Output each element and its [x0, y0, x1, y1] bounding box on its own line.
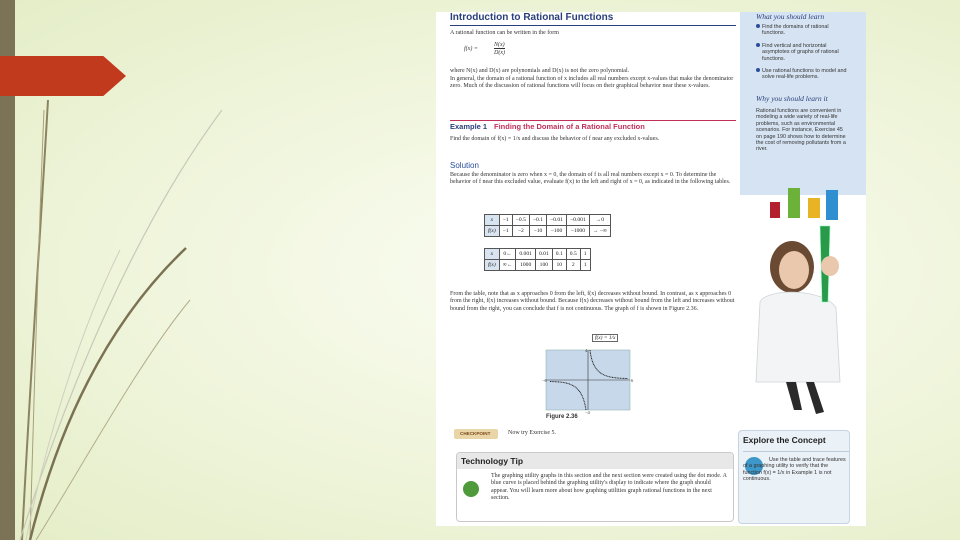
table-header-x: x	[485, 249, 500, 260]
definition-paragraph: where N(x) and D(x) are polynomials and D(x) is not the zero polynomial.	[450, 68, 630, 74]
explore-rule	[743, 451, 849, 452]
table-cell: −2	[512, 226, 529, 237]
table-cell: −1	[499, 215, 512, 226]
example-text: Find the domain of f(x) = 1/x and discuss the behavior of f near any excluded x-values.	[450, 136, 660, 142]
explore-text: Use the table and trace features of a graphing utility to verify that the function f(x) = 1/x in Example 1 is not continuous.	[743, 457, 846, 483]
technology-tip-box	[456, 452, 734, 522]
table-cell: ∞←	[499, 260, 516, 271]
table-cell: 1000	[516, 260, 536, 271]
face-shape	[779, 251, 809, 289]
table-header-fx: f(x)	[485, 260, 500, 271]
graph-xmin-label: −6	[542, 378, 547, 383]
page-title: Introduction to Rational Functions	[450, 12, 614, 23]
technology-tip-header	[457, 453, 733, 469]
solution-label: Solution	[450, 161, 479, 170]
learn-item: Use rational functions to model and solve real-life problems.	[762, 68, 847, 81]
technology-tip-text: The graphing utility graphs in this section and the next section were created using the dot mode. A blue curve is placed behind the graphing utility's display to indicate where the graph should appear. You will learn more about how graphing utilities graph rational functions in the next section.	[491, 473, 727, 502]
table-cell: →0	[589, 215, 610, 226]
formula-numerator: N(x)	[494, 42, 505, 48]
table-header-fx: f(x)	[485, 226, 500, 237]
table-cell: 0.1	[552, 249, 566, 260]
table-cell: → −∞	[589, 226, 610, 237]
figure-caption: Figure 2.36	[546, 414, 578, 420]
decorative-stems	[0, 0, 260, 540]
leg-shape	[786, 382, 802, 410]
table-cell: 0←	[499, 249, 516, 260]
table-cell: −0.5	[512, 215, 529, 226]
graph-xmax-label: 6	[631, 378, 634, 383]
graph-ymin-label: −4	[585, 410, 590, 414]
textbook-page	[436, 12, 866, 526]
why-title: Why you should learn it	[756, 94, 828, 103]
formula-denominator: D(x)	[494, 50, 505, 56]
table-cell: −10	[529, 226, 546, 237]
table-cell: 10	[552, 260, 566, 271]
table-cell: 100	[535, 260, 552, 271]
formula-lhs: f(x) =	[464, 46, 478, 52]
table-cell: −0.01	[547, 215, 567, 226]
table-cell: −1	[499, 226, 512, 237]
table-cell: −1000	[566, 226, 589, 237]
beaker-icon	[770, 188, 838, 220]
intro-text: A rational function can be written in the form	[450, 30, 559, 36]
table-cell: 1	[580, 249, 590, 260]
why-text: Rational functions are convenient in modeling a wide variety of real-life problems, such as environmental scenarios. For instance, Exercise 45 on page 190 shows how to determine the cost of removing pollutants from a river.	[756, 108, 846, 153]
lab-coat-shape	[756, 292, 840, 382]
calculator-icon	[463, 481, 479, 497]
table-cell: −100	[547, 226, 567, 237]
table-cell: 0.001	[516, 249, 536, 260]
table-cell: 2	[566, 260, 580, 271]
table-cell: 1	[580, 260, 590, 271]
example-title: Finding the Domain of a Rational Function	[494, 122, 645, 131]
technology-tip-title: Technology Tip	[461, 456, 524, 466]
solution-text: Because the denominator is zero when x = 0, the domain of f is all real numbers except x = 0. To determine the behavior of f near this excluded value, evaluate f(x) to the left and right of x = 0, as indicated in the following tables.	[450, 172, 731, 186]
explore-concept-box	[738, 430, 850, 524]
explore-title: Explore the Concept	[743, 435, 826, 445]
scientist-illustration	[436, 12, 866, 432]
conclusion-text: From the table, note that as x approaches 0 from the left, f(x) decreases without bound. In contrast, as x approaches 0 from the right, f(x) increases without bound. Because f(x) decreases without bound from the left and increases without bound from the right, you can conclude that f is not continuous. The graph of f is shown in Figure 2.36.	[450, 291, 735, 312]
graph-ymax-label: 4	[585, 348, 588, 353]
learn-title: What you should learn	[756, 12, 825, 21]
leg-shape	[806, 382, 824, 414]
table-cell: −0.001	[566, 215, 589, 226]
hand-shape	[821, 256, 839, 276]
learn-item: Find vertical and horizontal asymptotes of graphs of rational functions.	[762, 43, 839, 62]
example-label: Example 1	[450, 122, 488, 131]
table-cell: −0.1	[529, 215, 546, 226]
checkpoint-text: Now try Exercise 5.	[508, 430, 556, 436]
domain-paragraph: In general, the domain of a rational function of x includes all real numbers except x-values that make the denominator zero. Much of the discussion of rational functions will focus on their graphical behavior near these x-values.	[450, 76, 734, 90]
graph-function-label: f(x) = 1/x	[592, 334, 618, 342]
table-cell: 0.01	[535, 249, 552, 260]
table-header-x: x	[485, 215, 500, 226]
table-cell: 0.5	[566, 249, 580, 260]
learn-item: Find the domains of rational functions.	[762, 24, 829, 37]
checkpoint-label: CHECKPOINT	[460, 431, 491, 436]
